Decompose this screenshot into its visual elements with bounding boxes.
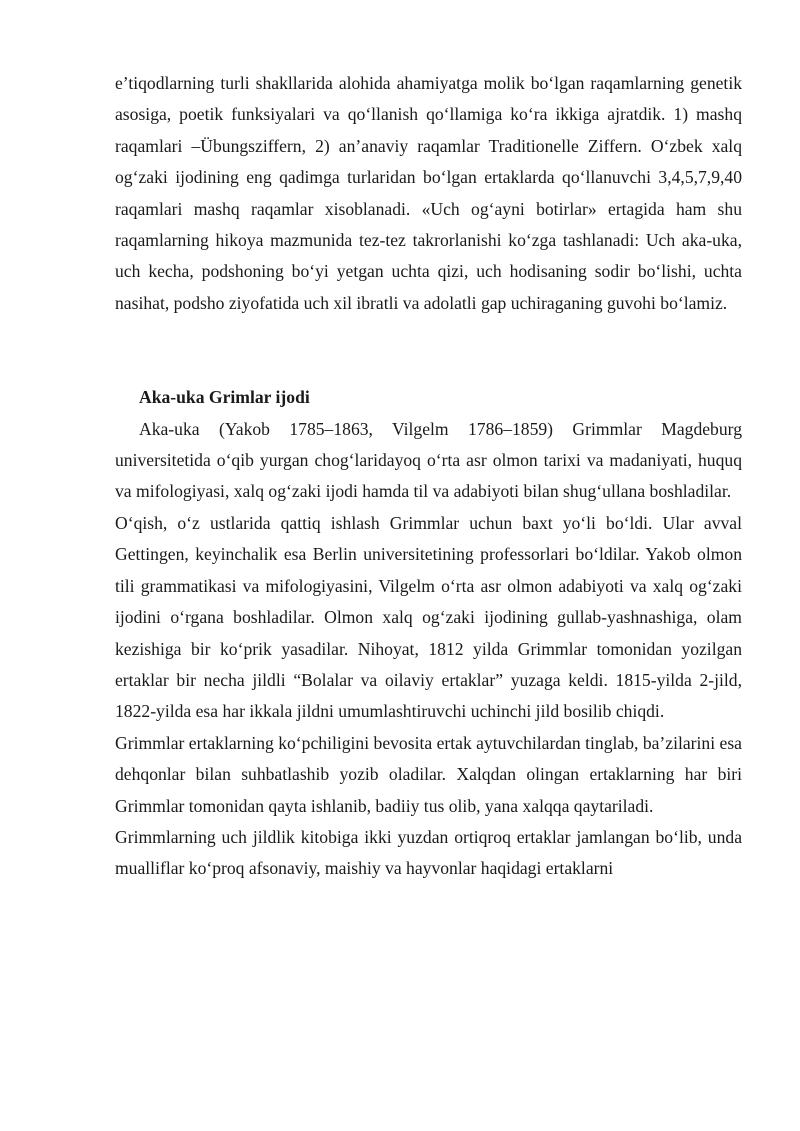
- section-heading: Aka-uka Grimlar ijodi: [139, 387, 310, 408]
- section-spacer: [115, 319, 742, 382]
- paragraph: Grimmlar ertaklarning ko‘pchiligini bevosita ertak aytuvchilardan tinglab, ba’zilarini esa dehqonlar bilan suhbatlashib yozib oladilar. Xalqdan olingan ertaklarning har biri Grimmlar tomonidan qayta ishlanib, badiiy tus olib, yana xalqqa qaytariladi.: [115, 732, 742, 816]
- paragraph: e’tiqodlarning turli shakllarida alohida ahamiyatga molik bo‘lgan raqamlarning genetik asosiga, poetik funksiyalari va qo‘llanish qo‘llamiga ko‘ra ikkiga ajratdik. 1) mashq raqamlari –Übungsziffern, 2) an’anaviy raqamlar Traditionelle Ziffern. O‘zbek xalq og‘zaki ijodining eng qadimga turlaridan bo‘lgan ertaklarda qo‘llanuvchi 3,4,5,7,9,40 raqamlari mashq raqamlar xisoblanadi. «Uch og‘ayni botirlar» ertagida ham shu raqamlarning hikoya mazmunida tez-tez takrorlanishi ko‘zga tashlanadi: Uch aka-uka, uch kecha, podshoning bo‘yi yetgan uchta qizi, uch hodisaning sodir bo‘lishi, uchta nasihat, podsho ziyofatida uch xil ibratli va adolatli gap uchiraganing guvohi bo‘lamiz.: [115, 73, 742, 313]
- page-content: [115, 68, 742, 885]
- paragraph: Aka-uka (Yakob 1785–1863, Vilgelm 1786–1859) Grimmlar Magdeburg universitetida o‘qib yurgan chog‘laridayoq o‘rta asr olmon tarixi va madaniyati, huquq va mifologiyasi, xalq og‘zaki ijodi hamda til va adabiyoti bilan shug‘ullana boshladilar.: [115, 418, 742, 502]
- paragraph: O‘qish, o‘z ustlarida qattiq ishlash Grimmlar uchun baxt yo‘li bo‘ldi. Ular avval Gettingen, keyinchalik esa Berlin universitetining professorlari bo‘ldilar. Yakob olmon tili grammatikasi va mifologiyasini, Vilgelm o‘rta asr olmon adabiyoti va xalq og‘zaki ijodini o‘rgana boshladilar. Olmon xalq og‘zaki ijodining gullab-yashnashiga, olam kezishiga bir ko‘prik yasadilar. Nihoyat, 1812 yilda Grimmlar tomonidan yozilgan ertaklar bir necha jildli “Bolalar va oilaviy ertaklar” yuzaga keldi. 1815-yilda 2-jild, 1822-yilda esa har ikkala jildni umumlashtiruvchi uchinchi jild bosilib chiqdi.: [115, 512, 742, 722]
- paragraph: Grimmlarning uch jildlik kitobiga ikki yuzdan ortiqroq ertaklar jamlangan bo‘lib, unda mualliflar ko‘proq afsonaviy, maishiy va hayvonlar haqidagi ertaklarni: [115, 826, 742, 879]
